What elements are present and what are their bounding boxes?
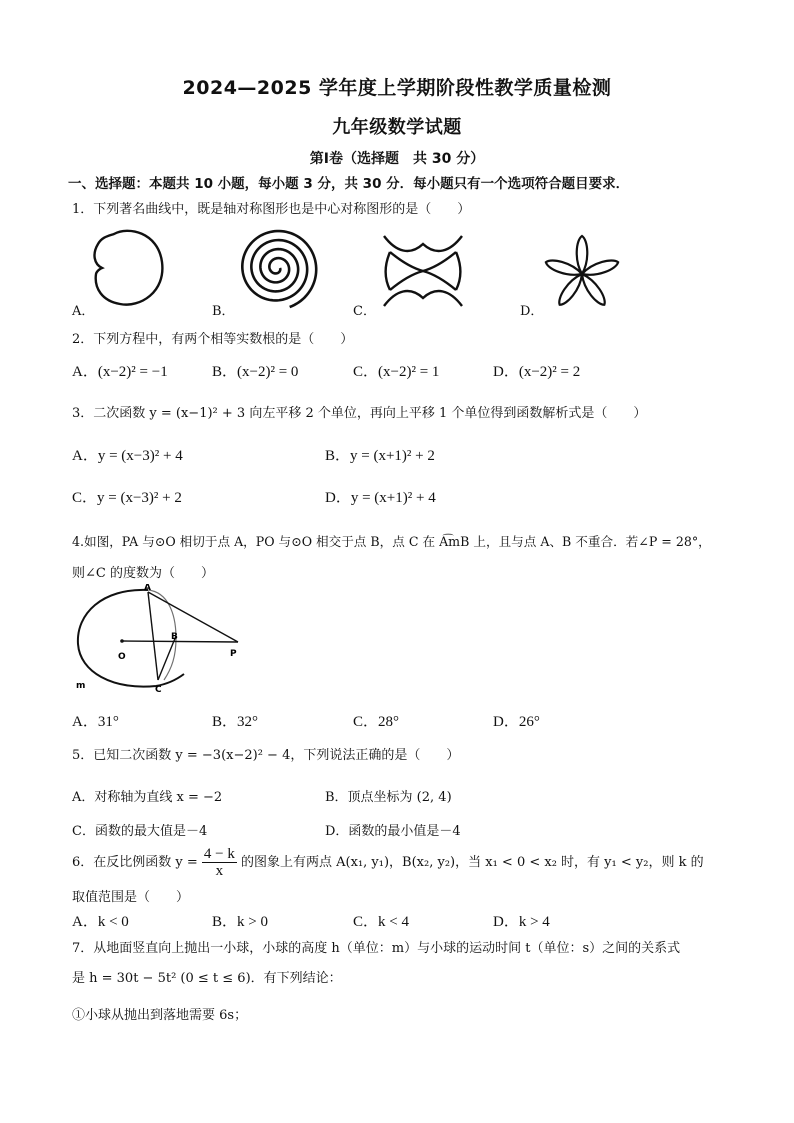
q1-label-b: B． [212, 304, 235, 319]
q5-option-d: D．函数的最小值是－4 [325, 824, 461, 839]
q4-option-a: A．31° [72, 714, 119, 730]
q5-stem: 5．已知二次函数 y = −3(x−2)² − 4，下列说法正确的是（ ） [72, 748, 460, 763]
q4-label-b: B [171, 632, 178, 642]
q5-option-c: C．函数的最大值是－4 [72, 824, 208, 839]
q6-option-d: D．k > 4 [493, 914, 550, 930]
q6-fraction [202, 846, 237, 879]
q1-figure-d-rose [540, 230, 624, 314]
q2-option-b: B．(x−2)² = 0 [212, 364, 299, 380]
q4-option-c: C．28° [353, 714, 400, 730]
q6-frac-num: 4 − k [203, 846, 235, 862]
q4-stem-line1: 4.如图，PA 与⊙O 相切于点 A，PO 与⊙O 相交于点 B，点 C 在 A͡mB 上，且与点 A、B 不重合．若∠P = 28°， [72, 534, 711, 549]
q2-stem: 2．下列方程中，有两个相等实数根的是（ ） [72, 332, 354, 347]
q5-option-b: B．顶点坐标为 (2, 4) [325, 790, 452, 805]
q6-stem-line2: 取值范围是（ ） [72, 890, 190, 905]
q6-stem-post: 的图象上有两点 A(x₁, y₁)，B(x₂, y₂)，当 x₁ < 0 < x₂ 时，有 y₁ < y₂，则 k 的 [241, 855, 704, 870]
q7-stem-line2: 是 h = 30t − 5t² (0 ≤ t ≤ 6)．有下列结论： [72, 971, 342, 986]
q2-option-a: A．(x−2)² = −1 [72, 364, 168, 380]
q1-label-d: D． [520, 304, 544, 319]
q6-stem [72, 846, 704, 879]
section-heading: 第Ⅰ卷（选择题 共 30 分） [309, 151, 485, 167]
q1-label-c: C． [353, 304, 376, 319]
q4-label-a: A [144, 584, 151, 593]
q4-label-o: O [118, 652, 126, 662]
q6-option-a: A．k < 0 [72, 914, 129, 930]
q2-option-d: D．(x−2)² = 2 [493, 364, 581, 380]
q3-option-d: D．y = (x+1)² + 4 [325, 490, 436, 506]
q3-option-c: C．y = (x−3)² + 2 [72, 490, 182, 506]
q4-label-c: C [155, 685, 162, 694]
q4-option-d: D．26° [493, 714, 540, 730]
q1-stem: 1．下列著名曲线中，既是轴对称图形也是中心对称图形的是（ ） [72, 202, 471, 217]
exam-subtitle: 九年级数学试题 [332, 117, 462, 138]
q6-frac-den: x [215, 863, 224, 879]
q4-stem-line2: 则∠C 的度数为（ ） [72, 566, 214, 581]
q2-option-c: C．(x−2)² = 1 [353, 364, 440, 380]
q3-option-a: A．y = (x−3)² + 4 [72, 448, 183, 464]
q3-stem: 3．二次函数 y = (x−1)² + 3 向左平移 2 个单位，再向上平移 1 个单位得到函数解析式是（ ） [72, 406, 647, 421]
q6-stem-pre: 6．在反比例函数 y = [72, 855, 198, 870]
q1-label-a: A． [72, 304, 95, 319]
part1-instructions: 一、选择题：本题共 10 小题，每小题 3 分，共 30 分．每小题只有一个选项符合题目要求． [68, 176, 630, 192]
q4-label-p: P [230, 649, 237, 659]
q1-figure-c-curve [382, 232, 464, 310]
q1-figure-b-spiral [233, 224, 321, 312]
q6-option-b: B．k > 0 [212, 914, 268, 930]
q5-option-a: A．对称轴为直线 x = −2 [72, 790, 223, 805]
q7-stem-line1: 7．从地面竖直向上抛出一小球，小球的高度 h（单位：m）与小球的运动时间 t（单位：s）之间的关系式 [72, 941, 681, 956]
q4-circle-tangent-figure [72, 584, 252, 694]
q4-label-m: m [76, 681, 86, 691]
q3-option-b: B．y = (x+1)² + 2 [325, 448, 435, 464]
q7-item-1: ①小球从抛出到落地需要 6s； [72, 1008, 248, 1023]
q1-figure-a-cardioid [88, 226, 170, 310]
q6-option-c: C．k < 4 [353, 914, 409, 930]
exam-title: 2024—2025 学年度上学期阶段性教学质量检测 [182, 77, 612, 99]
q4-option-b: B．32° [212, 714, 259, 730]
